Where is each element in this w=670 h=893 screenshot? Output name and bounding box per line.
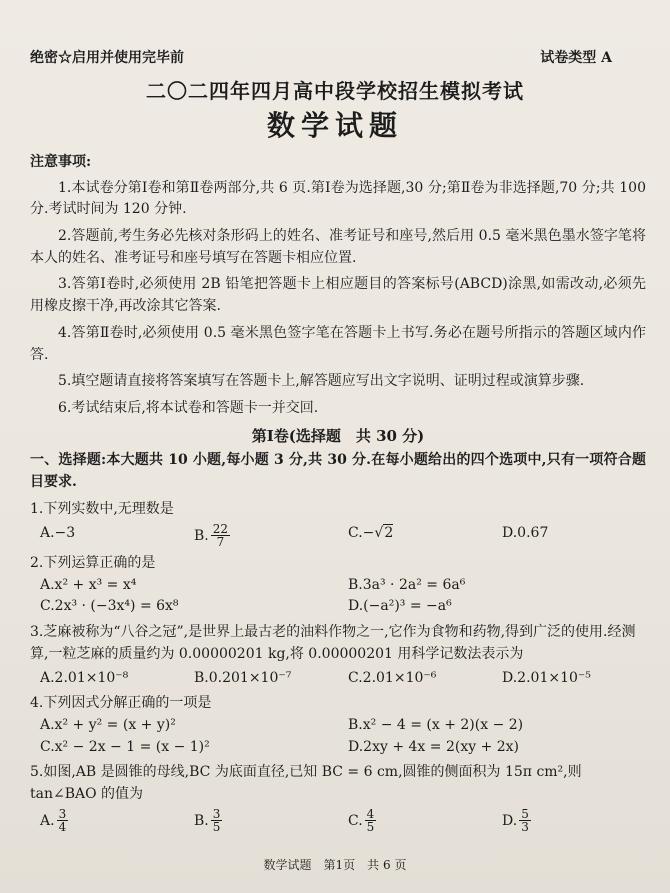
q2-option-c: C.2x³ · (−3x⁴) = 6x⁸ bbox=[40, 598, 179, 615]
question-1-stem: 1.下列实数中,无理数是 bbox=[30, 501, 174, 518]
q2-option-d: D.(−a²)³ = −a⁶ bbox=[348, 598, 452, 615]
q5-option-a: A. $\frac{3}{4}$ bbox=[40, 806, 67, 835]
question-3-stem: 3.芝麻被称为“八谷之冠”,是世界上最古老的油料作物之一,它作为食物和药物,得到广泛的使用.经测算,一粒芝麻的质量约为 0.00000201 kg,将 0.00000201 用科学记数法表示为 bbox=[30, 624, 636, 662]
question-5-options bbox=[30, 808, 646, 834]
q4-option-a: A.x² + y² = (x + y)² bbox=[40, 716, 176, 733]
q3-option-b: B.0.201×10⁻⁷ bbox=[194, 669, 292, 686]
q1-option-b: B. $\frac{22}{7}$ bbox=[194, 521, 229, 550]
q2-option-a: A.x² + x³ = x⁴ bbox=[40, 576, 137, 593]
q4-option-d: D.2xy + 4x = 2(xy + 2x) bbox=[348, 738, 520, 755]
q1-option-d: D.0.67 bbox=[502, 524, 549, 541]
fraction: $\frac{3}{5}$ bbox=[212, 806, 221, 835]
q5-option-d: D. $\frac{5}{3}$ bbox=[502, 806, 529, 835]
q3-option-d: D.2.01×10⁻⁵ bbox=[502, 669, 591, 686]
q5-option-c: C. $\frac{4}{5}$ bbox=[348, 806, 375, 835]
q2-option-b: B.3a³ · 2a² = 6a⁶ bbox=[348, 576, 466, 593]
q4-option-b: B.x² − 4 = (x + 2)(x − 2) bbox=[348, 716, 524, 733]
note-item: 3.答第Ⅰ卷时,必须使用 2B 铅笔把答题卡上相应题目的答案标号(ABCD)涂黑,如需改动,必须先用橡皮擦干净,再改涂其它答案. bbox=[30, 276, 646, 315]
note-item: 1.本试卷分第Ⅰ卷和第Ⅱ卷两部分,共 6 页.第Ⅰ卷为选择题,30 分;第Ⅱ卷为非选择题,70 分;共 100 分.考试时间为 120 分钟. bbox=[30, 179, 646, 218]
fraction: $\frac{22}{7}$ bbox=[212, 521, 229, 550]
q4-option-c: C.x² − 2x − 1 = (x − 1)² bbox=[40, 738, 210, 755]
notes-title: 注意事项: bbox=[30, 154, 92, 170]
paper-type: 试卷类型 A bbox=[540, 50, 612, 66]
secret-label: 绝密☆启用并使用完毕前 bbox=[30, 50, 184, 66]
question-5-stem: 5.如图,AB 是圆锥的母线,BC 为底面直径,已知 BC = 6 cm,圆锥的侧面积为 15π cm²,则 tan∠BAO 的值为 bbox=[30, 764, 582, 802]
q1-option-c: C.−√2 bbox=[348, 524, 394, 541]
q5-option-b: B. $\frac{3}{5}$ bbox=[194, 806, 221, 835]
q3-option-c: C.2.01×10⁻⁶ bbox=[348, 669, 437, 686]
note-item: 6.考试结束后,将本试卷和答题卡一并交回. bbox=[58, 399, 319, 416]
subject-title: 数学试题 bbox=[266, 109, 403, 142]
header-row bbox=[30, 48, 612, 70]
note-item: 2.答题前,考生务必先核对条形码上的姓名、准考证号和座号,然后用 0.5 毫米黑色墨水签字笔将本人的姓名、准考证号和座号填写在答题卡相应位置. bbox=[30, 228, 646, 266]
q1-option-a: A.−3 bbox=[40, 524, 76, 541]
sqrt-icon: √ bbox=[374, 524, 384, 541]
part1-title: 第Ⅰ卷(选择题 共 30 分) bbox=[251, 426, 425, 445]
q3-option-a: A.2.01×10⁻⁸ bbox=[40, 669, 129, 686]
question-2-stem: 2.下列运算正确的是 bbox=[30, 555, 156, 572]
question-3-options bbox=[30, 668, 646, 690]
question-2-options bbox=[30, 575, 646, 618]
question-1-options bbox=[30, 523, 646, 549]
fraction: $\frac{4}{5}$ bbox=[366, 806, 375, 835]
section-description: 一、选择题:本大题共 10 小题,每小题 3 分,共 30 分.在每小题给出的四个选项中,只有一项符合题目要求. bbox=[30, 451, 646, 490]
question-4-options bbox=[30, 715, 646, 758]
note-item: 4.答第Ⅱ卷时,必须使用 0.5 毫米黑色签字笔在答题卡上书写.务必在题号所指示的答题区域内作答. bbox=[30, 324, 646, 363]
fraction: $\frac{3}{4}$ bbox=[58, 806, 67, 835]
question-4-stem: 4.下列因式分解正确的一项是 bbox=[30, 695, 212, 712]
note-item: 5.填空题请直接将答案填写在答题卡上,解答题应写出文字说明、证明过程或演算步骤. bbox=[58, 373, 585, 390]
page-footer: 数学试题 第1页 共 6 页 bbox=[263, 858, 407, 872]
fraction: $\frac{5}{3}$ bbox=[521, 806, 529, 835]
content bbox=[30, 152, 646, 838]
exam-title: 二〇二四年四月高中段学校招生模拟考试 bbox=[146, 79, 524, 103]
